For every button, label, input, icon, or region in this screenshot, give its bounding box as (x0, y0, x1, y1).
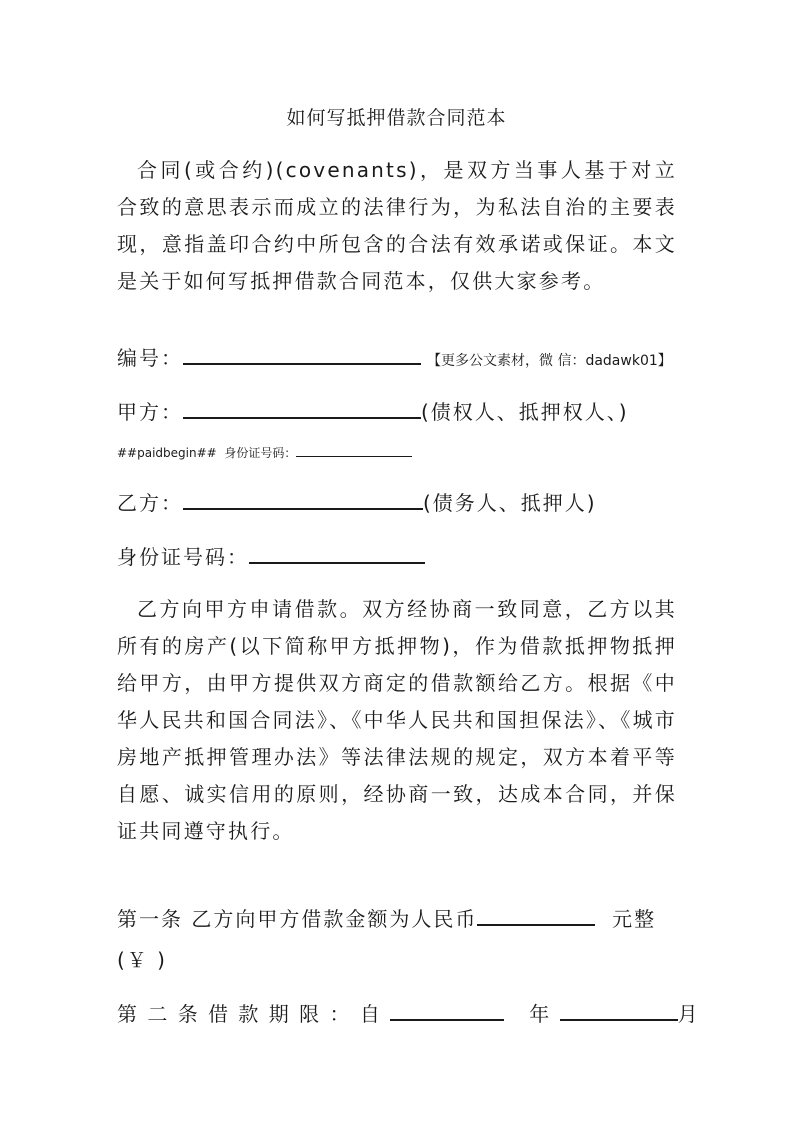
party-a-label: 甲方： (117, 400, 183, 424)
party-a-line (117, 396, 697, 425)
party-a-blank (183, 397, 421, 419)
article-1-suffix: 元整 (612, 907, 657, 931)
party-b-role: (债务人、抵押人) (423, 491, 597, 515)
paid-marker: ##paidbegin## (117, 446, 217, 460)
article-1-currency: (￥ ) (117, 948, 167, 972)
party-b-line (117, 487, 697, 516)
party-a-role: (债权人、抵押权人、) (421, 400, 629, 424)
year-blank (390, 999, 504, 1021)
id-line (117, 541, 697, 570)
month-label: 月 (677, 1002, 700, 1026)
paid-line (117, 444, 412, 461)
id-blank (249, 542, 425, 564)
article-1-text: 第一条 乙方向甲方借款金额为人民币 (117, 907, 478, 931)
month-blank (560, 999, 678, 1021)
id-small-label: 身份证号码： (224, 446, 297, 460)
promo-note: 【更多公文素材，微 信：dadawk01】 (427, 353, 672, 369)
document-title: 如何写抵押借款合同范本 (286, 107, 507, 129)
amount-blank (477, 904, 595, 926)
number-label: 编号： (117, 346, 183, 370)
article-1-line (117, 903, 677, 932)
article-1-currency-line (117, 944, 697, 973)
article-2-text: 第 二 条 借 款 期 限 ： 自 (117, 1002, 382, 1026)
body-paragraph: 乙方向甲方申请借款。双方经协商一致同意，乙方以其所有的房产(以下简称甲方抵押物)，作为借款抵押物抵押给甲方，由甲方提供双方商定的借款额给乙方。根据《中华人民共和国合同法》、《中华人民共和国担保法》、《城市房地产抵押管理办法》等法律法规的规定，双方本着平等自愿、诚实信用的原则，经协商一致，达成本合同，并保证共同遵守执行。 (117, 597, 677, 843)
number-blank (183, 343, 421, 365)
number-line (117, 342, 697, 371)
id-small-blank (296, 444, 412, 457)
id-label: 身份证号码： (117, 545, 249, 569)
article-2-line (117, 998, 700, 1027)
year-label: 年 (529, 1002, 552, 1026)
party-b-blank (183, 488, 423, 510)
intro-paragraph: 合同(或合约)(covenants)，是双方当事人基于对立合致的意思表示而成立的法律行为，为私法自治的主要表现，意指盖印合约中所包含的合法有效承诺或保证。本文是关于如何写抵押借款合同范本，仅供大家参考。 (117, 158, 677, 293)
party-b-label: 乙方： (117, 491, 183, 515)
